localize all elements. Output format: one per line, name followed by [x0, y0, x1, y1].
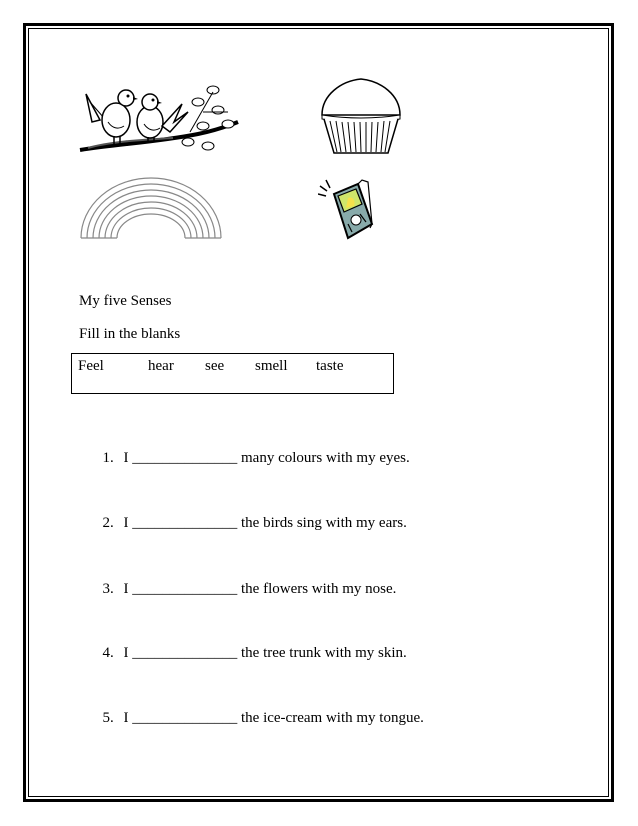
- word-bank-item: smell: [255, 358, 288, 374]
- question-4: [95, 626, 407, 662]
- question-5: [95, 691, 424, 727]
- question-2: [95, 496, 407, 532]
- question-3: [95, 562, 396, 598]
- birds-on-branch-icon: [78, 82, 240, 160]
- answer-blank[interactable]: ______________: [132, 450, 238, 466]
- question-number: 4.: [102, 645, 114, 661]
- answer-blank[interactable]: ______________: [132, 515, 238, 531]
- word-bank: [71, 353, 394, 394]
- question-subject: I: [123, 645, 129, 661]
- word-bank-item: Feel: [78, 358, 104, 374]
- question-number: 3.: [102, 581, 114, 597]
- question-number: 2.: [102, 515, 114, 531]
- word-bank-item: see: [205, 358, 225, 374]
- worksheet-instruction: Fill in the blanks: [79, 326, 181, 342]
- question-subject: I: [123, 581, 129, 597]
- question-subject: I: [123, 515, 129, 531]
- answer-blank[interactable]: ______________: [132, 581, 238, 597]
- cupcake-icon: [316, 75, 406, 155]
- question-1: [95, 431, 410, 467]
- question-text: the ice-cream with my tongue.: [241, 710, 424, 726]
- answer-blank[interactable]: ______________: [132, 645, 238, 661]
- answer-blank[interactable]: ______________: [132, 710, 238, 726]
- question-number: 5.: [102, 710, 114, 726]
- question-text: the birds sing with my ears.: [241, 515, 407, 531]
- question-subject: I: [123, 450, 129, 466]
- worksheet-title: My five Senses: [79, 293, 172, 309]
- rainbow-icon: [78, 175, 224, 241]
- mobile-phone-icon: [318, 178, 376, 244]
- question-text: many colours with my eyes.: [241, 450, 410, 466]
- question-text: the tree trunk with my skin.: [241, 645, 407, 661]
- question-subject: I: [123, 710, 129, 726]
- question-text: the flowers with my nose.: [241, 581, 397, 597]
- question-number: 1.: [102, 450, 114, 466]
- word-bank-item: hear: [148, 358, 174, 374]
- word-bank-item: taste: [316, 358, 344, 374]
